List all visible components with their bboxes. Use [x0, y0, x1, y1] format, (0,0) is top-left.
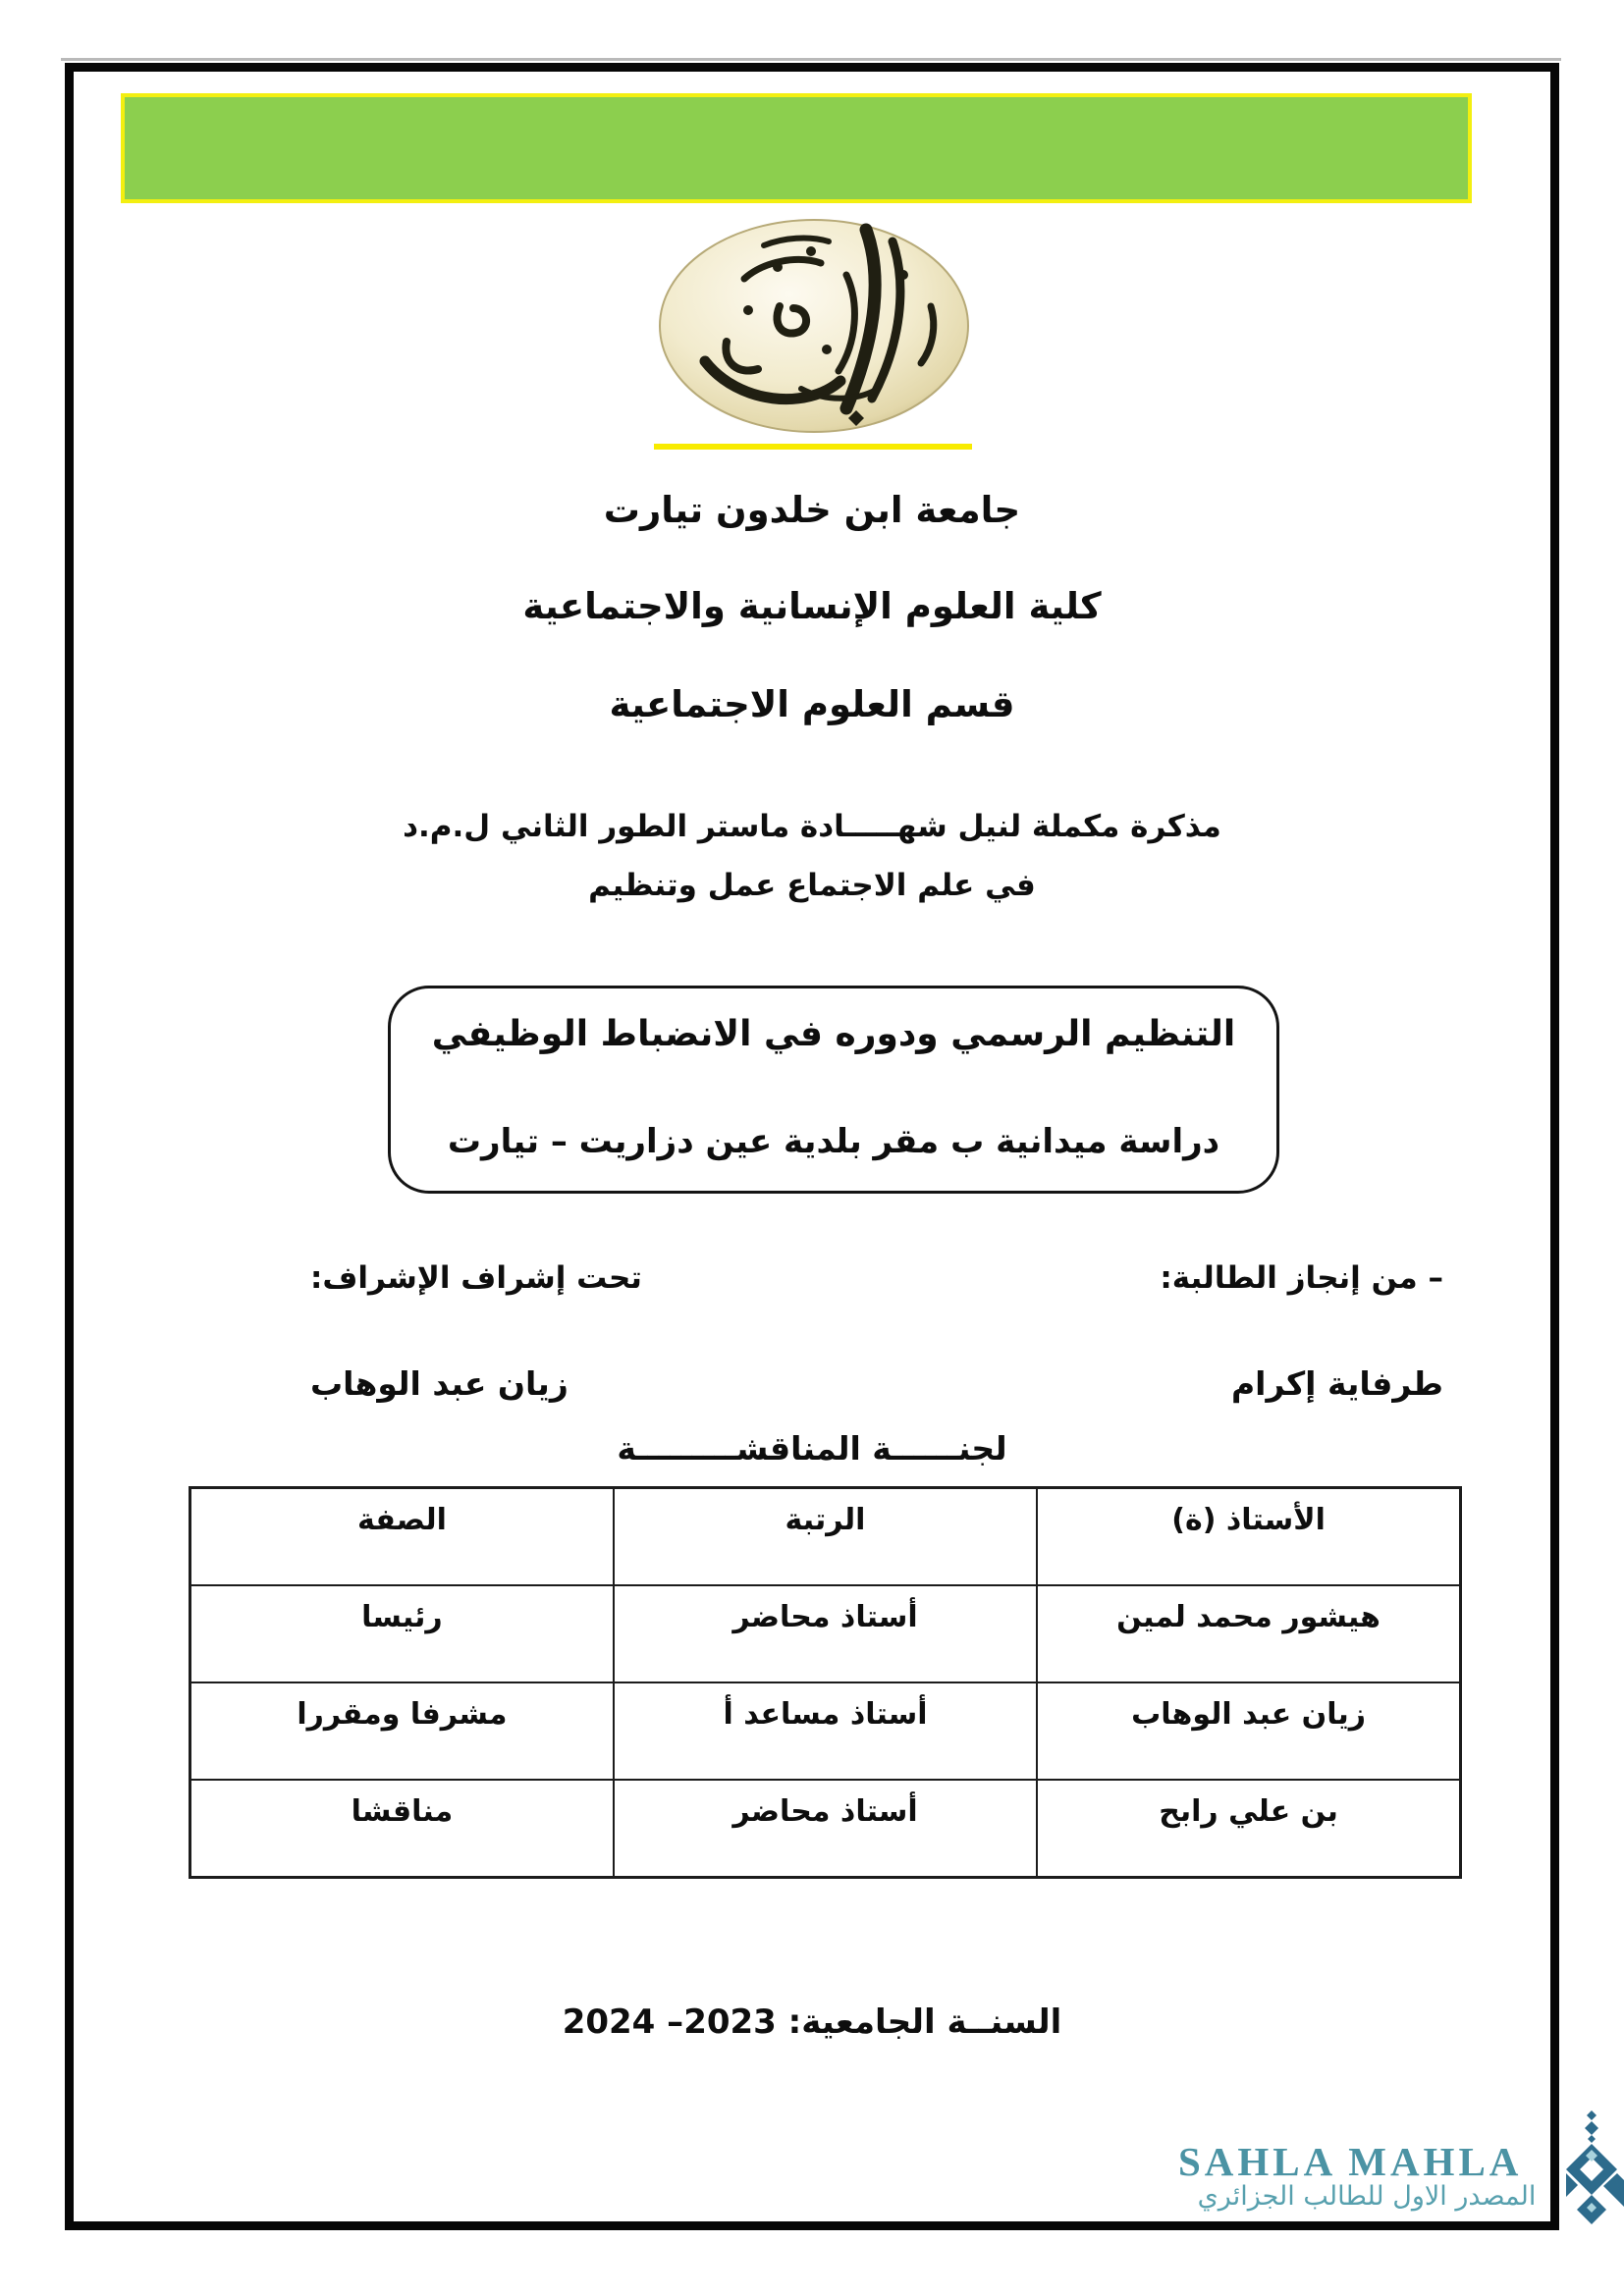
- university-name: جامعة ابن خلدون تيارت: [603, 489, 1021, 531]
- jury-header-row: [190, 1488, 1461, 1586]
- jury-cell-professor: بن علي رابح: [1037, 1780, 1460, 1878]
- jury-cell-rank: أستاذ مساعد أ: [614, 1682, 1037, 1780]
- watermark-brand-text: SAHLA MAHLA: [1178, 2139, 1523, 2184]
- table-row: [190, 1780, 1461, 1878]
- jury-header-professor: الأستاذ (ة): [1037, 1488, 1460, 1586]
- table-row: [190, 1682, 1461, 1780]
- jury-cell-rank: أستاذ محاضر: [614, 1780, 1037, 1878]
- student-label: – من إنجاز الطالبة:: [1160, 1260, 1443, 1296]
- academic-year: السنــة الجامعية: 2023– 2024: [562, 2002, 1062, 2042]
- frame-top-shadow-line: [61, 58, 1561, 61]
- jury-cell-role: مشرفا ومقررا: [190, 1682, 614, 1780]
- faculty-name: كلية العلوم الإنسانية والاجتماعية: [522, 585, 1102, 627]
- watermark-tagline: المصدر الاول للطالب الجزائري: [1197, 2181, 1537, 2212]
- jury-cell-professor: زيان عبد الوهاب: [1037, 1682, 1460, 1780]
- jury-cell-rank: أستاذ محاضر: [614, 1585, 1037, 1682]
- university-seal-logo: [654, 216, 974, 436]
- jury-table: [189, 1486, 1462, 1879]
- watermark-kufic-logo-icon: [1559, 2109, 1624, 2228]
- green-banner: [121, 93, 1472, 203]
- thesis-title-main: التنظيم الرسمي ودوره في الانضباط الوظيفي: [431, 1014, 1236, 1054]
- jury-header-role: الصفة: [190, 1488, 614, 1586]
- supervisor-name: زيان عبد الوهاب: [310, 1364, 568, 1403]
- jury-cell-professor: هيشور محمد لمين: [1037, 1585, 1460, 1682]
- yellow-divider-rule: [654, 444, 972, 450]
- jury-cell-role: مناقشا: [190, 1780, 614, 1878]
- table-row: [190, 1585, 1461, 1682]
- student-name: طرفاية إكرام: [1230, 1364, 1443, 1403]
- thesis-title-box: [388, 986, 1279, 1194]
- supervisor-label: تحت إشراف الإشراف:: [310, 1260, 642, 1296]
- degree-statement-line2: في علم الاجتماع عمل وتنظيم: [588, 868, 1036, 903]
- department-name: قسم العلوم الاجتماعية: [609, 683, 1015, 725]
- thesis-title-subtitle: دراسة ميدانية ب مقر بلدية عين دزاريت – تيارت: [447, 1122, 1220, 1161]
- degree-statement-line1: مذكرة مكملة لنيل شهـــــادة ماستر الطور الثاني ل.م.د: [403, 809, 1221, 844]
- committee-heading: لجنــــــة المناقشـــــــــة: [617, 1429, 1007, 1468]
- jury-header-rank: الرتبة: [614, 1488, 1037, 1586]
- jury-cell-role: رئيسا: [190, 1585, 614, 1682]
